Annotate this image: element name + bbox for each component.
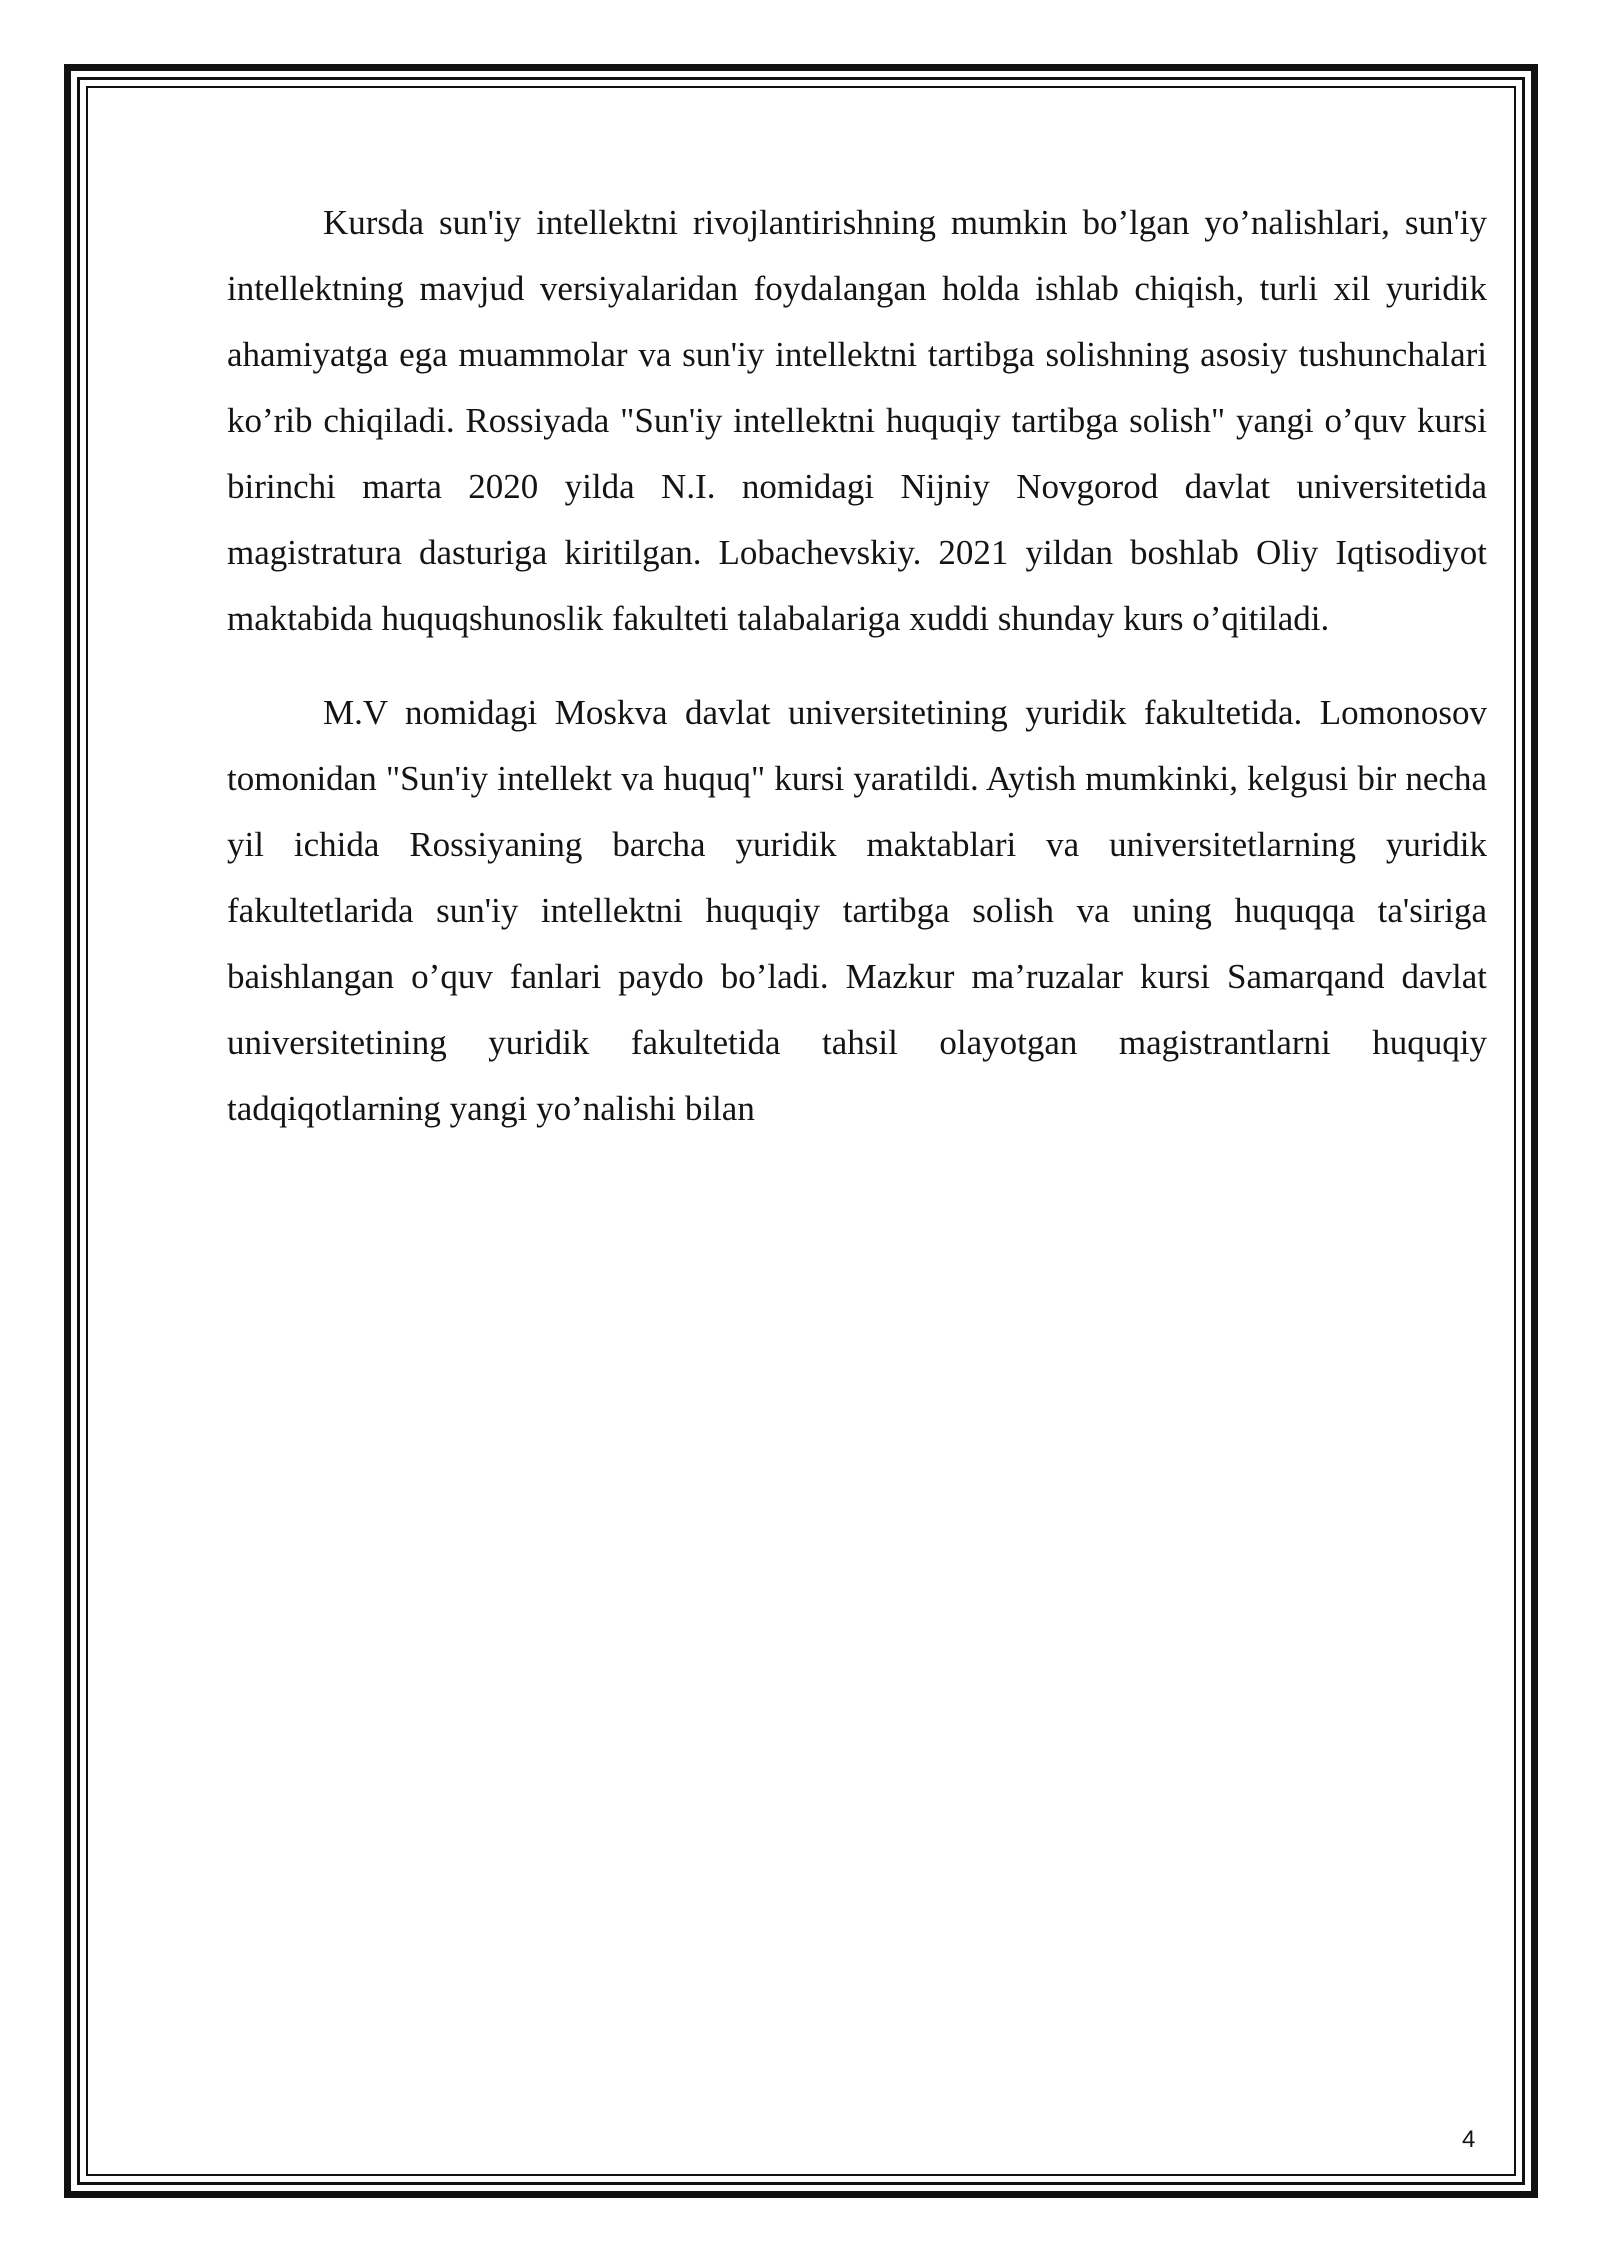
page-number: 4	[1462, 2126, 1476, 2153]
document-body	[227, 190, 1487, 1170]
paragraph: M.V nomidagi Moskva davlat universitetining yuridik fakultetida. Lomonosov tomonidan "Sun'iy intellekt va huquq" kursi yaratildi. Aytish mumkinki, kelgusi bir necha yil ichida Rossiyaning barcha yuridik maktablari va universitetlarning yuridik fakultetlarida sun'iy intellektni huquqiy tartibga solish va uning huquqqa ta'siriga baishlangan o’quv fanlari paydo bo’ladi. Mazkur ma’ruzalar kursi Samarqand davlat universitetining yuridik fakultetida tahsil olayotgan magistrantlarni huquqiy tadqiqotlarning yangi yo’nalishi bilan	[227, 693, 1487, 1128]
paragraph: Kursda sun'iy intellektni rivojlantirishning mumkin bo’lgan yo’nalishlari, sun'iy intellektning mavjud versiyalaridan foydalangan holda ishlab chiqish, turli xil yuridik ahamiyatga ega muammolar va sun'iy intellektni tartibga solishning asosiy tushunchalari ko’rib chiqiladi. Rossiyada "Sun'iy intellektni huquqiy tartibga solish" yangi o’quv kursi birinchi marta 2020 yilda N.I. nomidagi Nijniy Novgorod davlat universitetida magistratura dasturiga kiritilgan. Lobachevskiy. 2021 yildan boshlab Oliy Iqtisodiyot maktabida huquqshunoslik fakulteti talabalariga xuddi shunday kurs o’qitiladi.	[227, 203, 1487, 638]
